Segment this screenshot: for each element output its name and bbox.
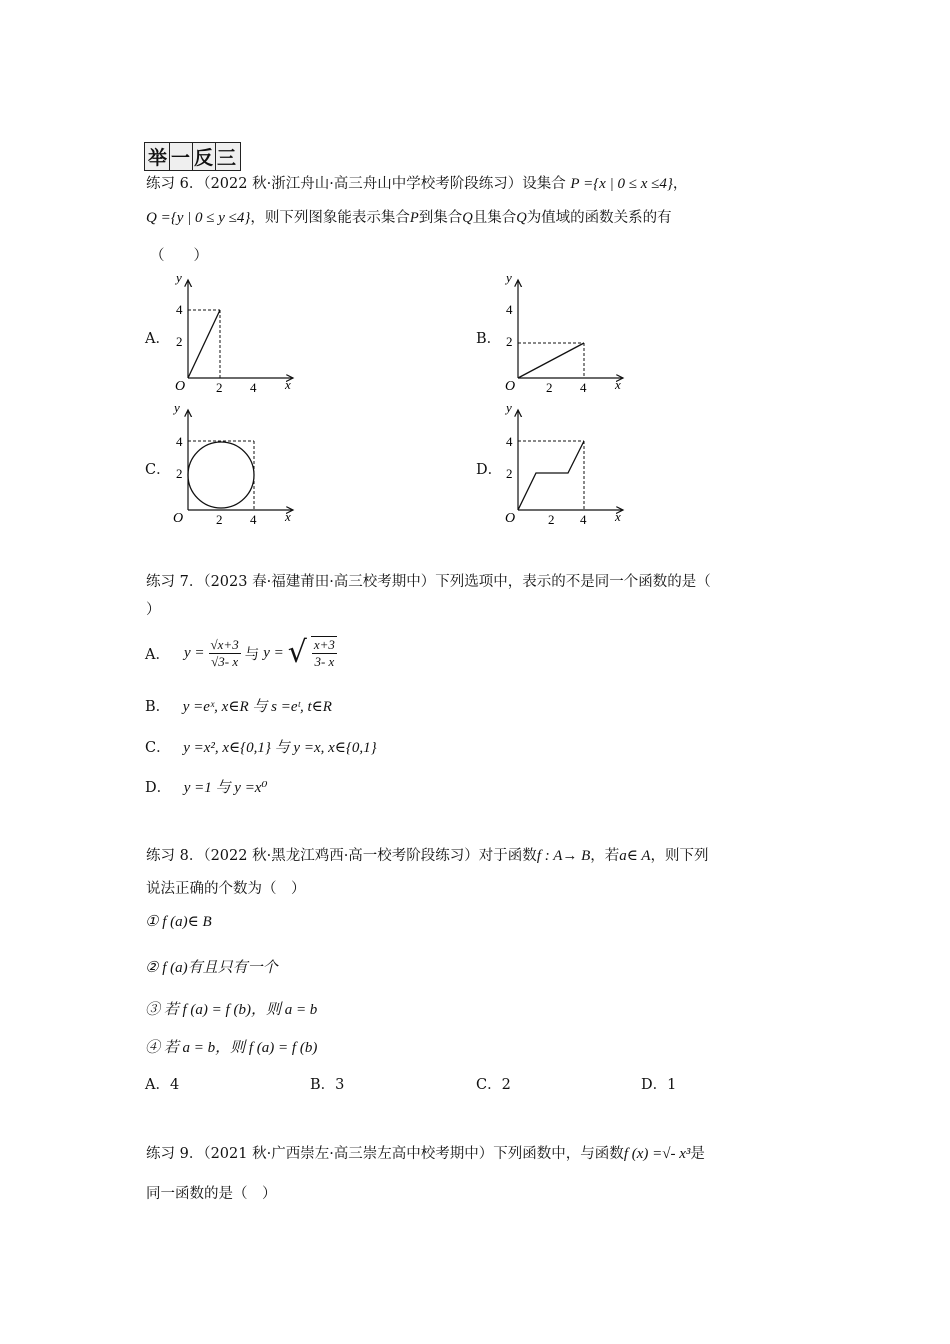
y-axis-label: y <box>506 270 512 285</box>
ex6-option-a: A． <box>145 331 170 347</box>
x-tick-4: 4 <box>250 512 257 526</box>
option-math: y =eˣ, x∈R 与 s =eᵗ, t∈R <box>182 699 332 715</box>
ex7-option-d <box>145 776 267 797</box>
denominator: √3- x <box>211 653 239 669</box>
ex6-line2 <box>146 206 672 227</box>
option-label: C． <box>145 740 171 756</box>
ex8-tail: ，则下列 <box>650 848 709 864</box>
x-axis-label: x <box>285 509 291 524</box>
ex8-choice-b: B．3 <box>310 1077 345 1093</box>
origin-label: O <box>505 379 516 393</box>
ex9-title: 练习 9．（2021 秋·广西崇左·高三崇左高中校考期中）下列函数中，与函数 <box>146 1146 624 1162</box>
ex8-item-1: ① f (a)∈ B <box>145 914 212 930</box>
ex8-item-2: ② f (a)有且只有一个 <box>145 960 278 976</box>
ex7-title: 练习 7．（2023 春·福建莆田·高三校考期中）下列选项中，表示的不是同一个函数的是（ <box>146 574 711 590</box>
ex6-set-q: Q ={y | 0 ≤ y ≤4} <box>146 210 251 226</box>
x-tick-2: 2 <box>548 512 555 526</box>
numerator: √x+3 <box>210 636 239 652</box>
section-tag <box>144 142 241 171</box>
function-line <box>188 310 220 378</box>
math-y: y = <box>263 644 284 661</box>
function-line <box>518 441 584 510</box>
math-y: y = <box>183 644 205 661</box>
x-tick-4: 4 <box>580 380 587 393</box>
x-tick-2: 2 <box>216 512 223 526</box>
ex7-option-c <box>145 736 377 757</box>
graph-a <box>168 268 298 393</box>
fraction <box>311 636 337 670</box>
ex8-choice-d: D．1 <box>641 1077 677 1093</box>
ex6-q: Q <box>462 210 473 226</box>
sqrt-icon: √ <box>287 635 307 670</box>
ex9-tail: 是 <box>690 1146 705 1162</box>
ex6-to: 到集合 <box>418 210 463 226</box>
x-tick-4: 4 <box>580 512 587 526</box>
ex6-option-c: C． <box>145 462 171 478</box>
ex8-line2: 说法正确的个数为（ ） <box>146 881 306 897</box>
ex6-p: P <box>409 210 419 226</box>
ex6-option-d: D． <box>476 462 503 478</box>
ex9-title-line <box>146 1142 705 1163</box>
ex8-item-3: ③ 若 f (a) = f (b)，则 a = b <box>145 1002 318 1018</box>
option-label: A． <box>145 646 170 663</box>
section-tag-char: 一 <box>170 143 193 170</box>
x-tick-4: 4 <box>250 380 257 393</box>
section-tag-char: 举 <box>147 143 170 170</box>
y-axis-label: y <box>506 400 512 415</box>
ex6-tail: 为值域的函数关系的有 <box>526 210 672 226</box>
x-axis-label: x <box>615 377 621 392</box>
ex6-set-p: P ={x | 0 ≤ x ≤4} <box>570 176 673 192</box>
ex6-line2-text: ，则下列图象能表示集合 <box>250 210 410 226</box>
x-tick-2: 2 <box>546 380 553 393</box>
x-tick-2: 2 <box>216 380 223 393</box>
origin-label: O <box>173 511 184 526</box>
graph-d <box>498 398 628 526</box>
ex8-a-in-a: a∈ A <box>619 848 651 864</box>
ex8-item-4: ④ 若 a = b，则 f (a) = f (b) <box>145 1040 318 1056</box>
ex6-option-b: B． <box>476 331 502 347</box>
origin-label: O <box>505 511 516 526</box>
ex6-answer-paren: （ ） <box>150 248 208 264</box>
section-tag-char: 三 <box>217 147 238 169</box>
with-text: 与 <box>244 646 260 663</box>
ex8-function-map: f : A→ B <box>536 848 591 864</box>
y-tick-2: 2 <box>506 334 513 349</box>
y-tick-2: 2 <box>176 334 183 349</box>
option-math: y =x², x∈{0,1} 与 y =x, x∈{0,1} <box>183 740 377 756</box>
ex8-choice-a: A．4 <box>145 1077 180 1093</box>
ex8-title-line <box>146 844 709 865</box>
graph-b <box>498 268 628 393</box>
ex6-title-line <box>146 172 687 193</box>
fraction <box>209 637 241 670</box>
ex8-title: 练习 8．（2022 秋·黑龙江鸡西·高一校考阶段练习）对于函数 <box>146 848 537 864</box>
y-tick-4: 4 <box>506 434 513 449</box>
ex6-comma: ， <box>672 176 688 192</box>
y-tick-2: 2 <box>506 466 513 481</box>
x-axis-label: x <box>615 509 621 524</box>
x-axis-label: x <box>285 377 291 392</box>
option-label: D． <box>145 780 172 796</box>
ex6-title: 练习 6．（2022 秋·浙江舟山·高三舟山中学校考阶段练习）设集合 <box>146 176 566 192</box>
y-tick-4: 4 <box>506 302 513 317</box>
option-label: B． <box>145 699 171 715</box>
y-tick-2: 2 <box>176 466 183 481</box>
ex8-choice-c: C．2 <box>476 1077 511 1093</box>
ex7-close-paren: ） <box>146 602 161 618</box>
ex7-option-b <box>145 695 332 716</box>
option-math: y =1 与 y =x⁰ <box>183 780 268 796</box>
graph-c <box>168 398 298 526</box>
y-tick-4: 4 <box>176 302 183 317</box>
y-axis-label: y <box>174 400 180 415</box>
numerator: x+3 <box>313 637 335 652</box>
ex9-function: f (x) =√- x³ <box>623 1146 691 1162</box>
y-tick-4: 4 <box>176 434 183 449</box>
circle-curve <box>188 442 254 508</box>
ex9-line2: 同一函数的是（ ） <box>146 1186 277 1202</box>
ex7-option-a <box>145 630 337 676</box>
ex6-and: 且集合 <box>472 210 517 226</box>
origin-label: O <box>175 379 186 393</box>
ex8-cond: ，若 <box>590 848 620 864</box>
function-line <box>518 343 584 378</box>
y-axis-label: y <box>176 270 182 285</box>
denominator: 3- x <box>314 654 335 669</box>
ex6-q2: Q <box>516 210 527 226</box>
section-tag-char: 反 <box>193 143 216 170</box>
